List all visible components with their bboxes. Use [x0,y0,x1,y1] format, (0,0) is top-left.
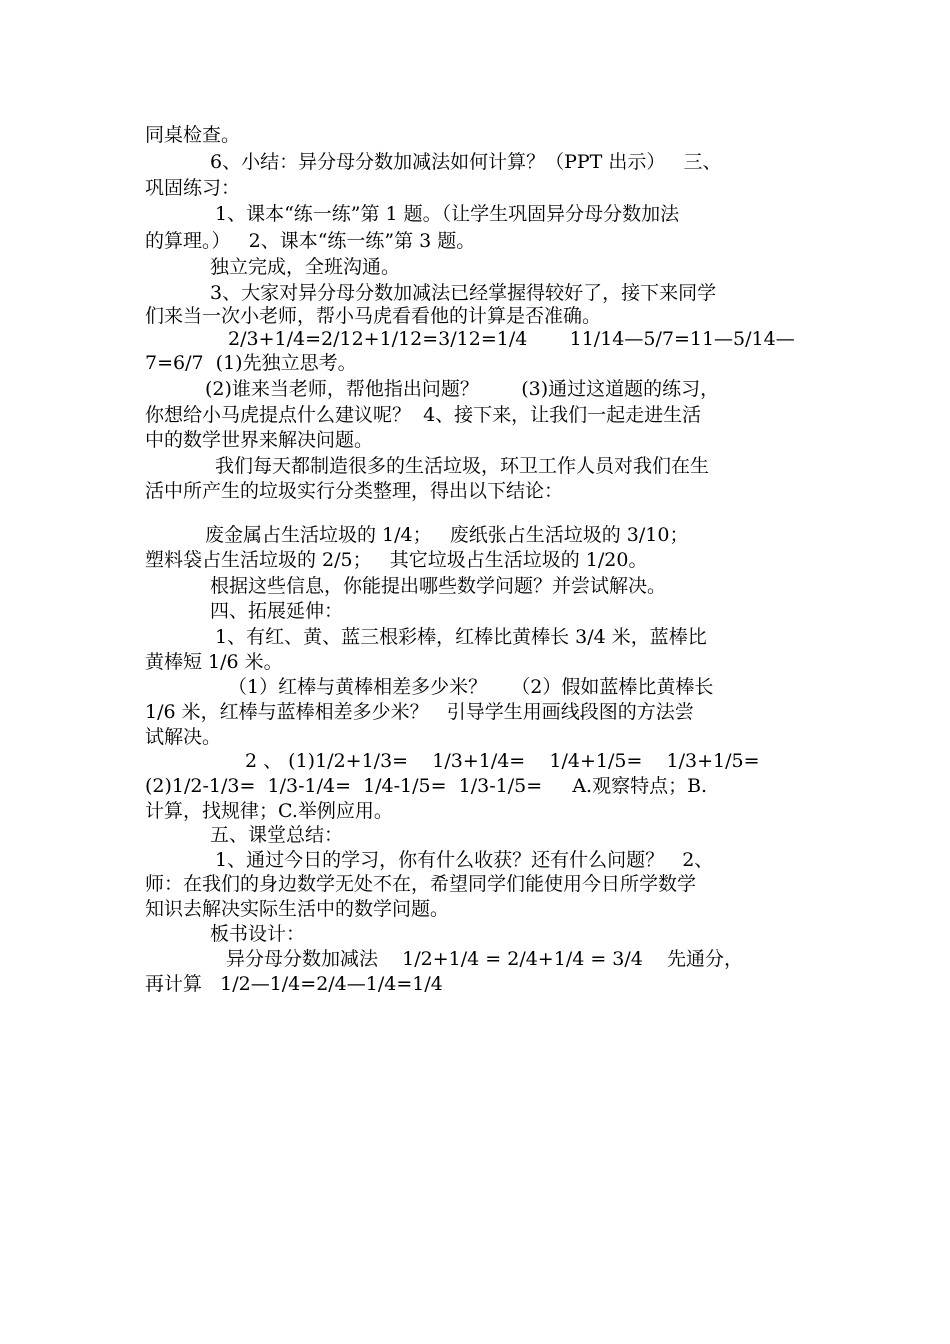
text-line: 1、有红、黄、蓝三根彩棒，红棒比黄棒长 3/4 米，蓝棒比 [215,626,707,648]
text-line: (2)1/2-1/3= 1/3-1/4= 1/4-1/5= 1/3-1/5= A.观察特点；B. [145,775,708,797]
text-line: 6、小结：异分母分数加减法如何计算？（PPT 出示） 三、 [210,151,722,173]
text-line: 1/6 米，红棒与蓝棒相差多少米？ 引导学生用画线段图的方法尝 [145,701,694,723]
section-heading: 五、课堂总结： [210,824,344,846]
text-line: 塑料袋占生活垃圾的 2/5； 其它垃圾占生活垃圾的 1/20。 [145,549,648,571]
text-line: 中的数学世界来解决问题。 [145,429,374,451]
text-line: 1、课本“练一练”第 1 题。（让学生巩固异分母分数加法 [215,203,680,225]
text-line: (2)谁来当老师，帮他指出问题？ (3)通过这道题的练习， [205,378,720,400]
text-line: 再计算 1/2—1/4=2/4—1/4=1/4 [145,973,443,995]
text-line: 独立完成，全班沟通。 [210,256,401,278]
text-line: 的算理。） 2、课本“练一练”第 3 题。 [145,230,476,252]
text-line: 我们每天都制造很多的生活垃圾，环卫工作人员对我们在生 [215,455,710,477]
text-line: 2 、 (1)1/2+1/3= 1/3+1/4= 1/4+1/5= 1/3+1/5= [245,750,760,772]
text-line: 7=6/7 (1)先独立思考。 [145,352,357,374]
text-line: 2/3+1/4=2/12+1/12=3/12=1/4 11/14—5/7=11—5/14— [228,328,795,350]
text-line: 异分母分数加减法 1/2+1/4 = 2/4+1/4 = 3/4 先通分， [226,948,744,970]
text-line: 1、通过今日的学习，你有什么收获？还有什么问题？ 2、 [215,849,714,871]
text-line: 们来当一次小老师，帮小马虎看看他的计算是否准确。 [145,305,602,327]
text-line: 知识去解决实际生活中的数学问题。 [145,898,450,920]
text-line: 活中所产生的垃圾实行分类整理，得出以下结论： [145,480,564,502]
text-line: 同桌检查。 [145,124,241,146]
section-heading: 四、拓展延伸： [210,600,344,622]
text-line: （1）红棒与黄棒相差多少米？ （2）假如蓝棒比黄棒长 [228,676,714,698]
text-line: 巩固练习： [145,177,241,199]
text-line: 师：在我们的身边数学无处不在，希望同学们能使用今日所学数学 [145,873,697,895]
text-line: 3、大家对异分母分数加减法已经掌握得较好了，接下来同学 [210,282,717,304]
text-line: 黄棒短 1/6 米。 [145,651,283,673]
text-line: 根据这些信息，你能提出哪些数学问题？并尝试解决。 [210,575,667,597]
text-line: 计算，找规律；C.举例应用。 [145,800,393,822]
text-line: 试解决。 [145,726,222,748]
text-line: 你想给小马虎提点什么建议呢？ 4、接下来，让我们一起走进生活 [145,404,702,426]
text-line: 板书设计： [210,923,306,945]
text-line: 废金属占生活垃圾的 1/4； 废纸张占生活垃圾的 3/10； [205,524,689,546]
